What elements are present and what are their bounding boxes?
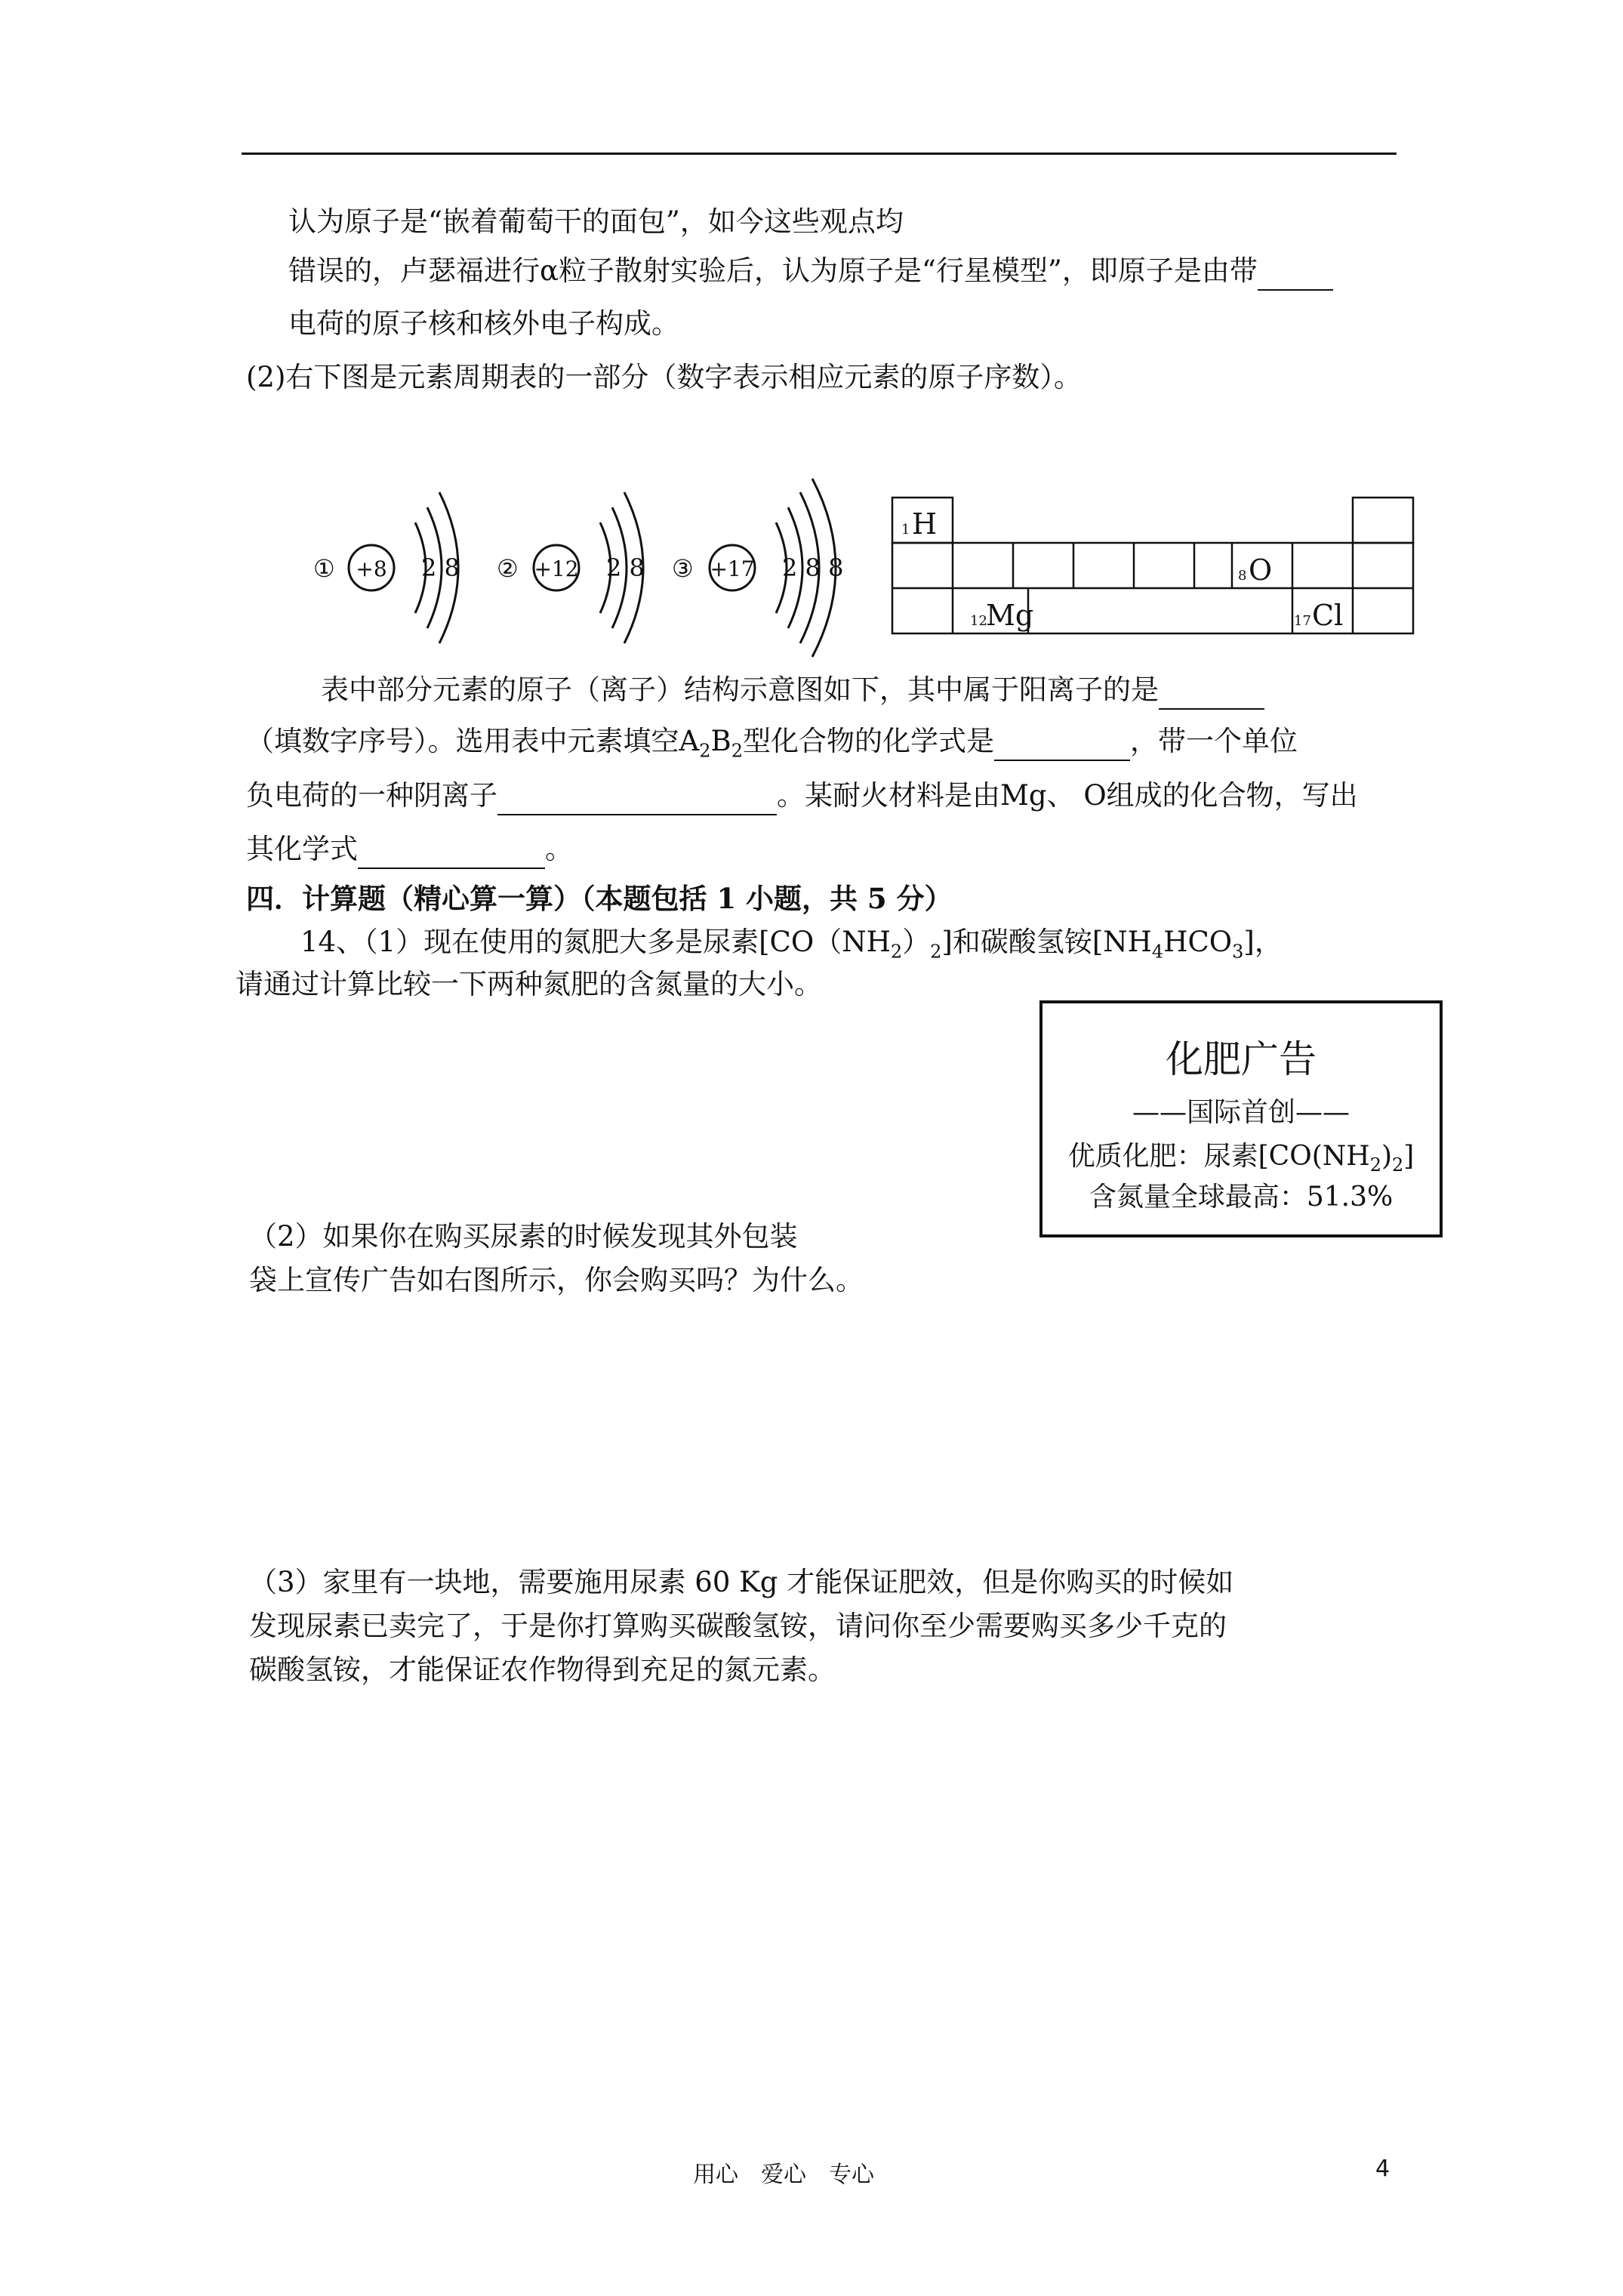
- cell-he: [1353, 498, 1413, 543]
- text-line: （3）家里有一块地，需要施用尿素 60 Kg 才能保证肥效，但是你购买的时候如: [249, 1566, 1234, 1598]
- answer-blank: [358, 839, 545, 869]
- text-line: 发现尿素已卖完了，于是你打算购买碳酸氢铵，请问你至少需要购买多少千克的: [249, 1610, 1227, 1642]
- atom-index: ①: [313, 554, 335, 583]
- answer-blank: [994, 731, 1130, 761]
- text-line: 负电荷的一种阴离子 。某耐火材料是由Mg、 O组成的化合物，写出: [246, 776, 1358, 815]
- shell-numbers: 2 8: [606, 553, 645, 582]
- text-line: 其化学式 。: [246, 830, 573, 869]
- answer-blank: [1258, 260, 1333, 291]
- element-symbol: H: [912, 507, 938, 541]
- atom-structure-diagrams: [302, 468, 876, 672]
- section-heading: 四．计算题（精心算一算）（本题包括 1 小题，共 5 分）: [246, 882, 953, 915]
- ad-product-line: 优质化肥：尿素$[CO(NH_2)_2]$: [1067, 1141, 1415, 1176]
- atom-index: ②: [497, 554, 519, 583]
- text-line: 认为原子是“嵌着葡萄干的面包”，如今这些观点均: [288, 205, 904, 238]
- text-line: 袋上宣传广告如右图所示，你会购买吗？为什么。: [249, 1264, 864, 1296]
- text-line: 14、（1）现在使用的氮肥大多是尿素$[CO(NH_2)_2]$和碳酸氢铵$[NH_4HCO_3]$，: [300, 926, 1283, 963]
- element-symbol: Cl: [1312, 599, 1344, 632]
- fertilizer-ad-box: [1039, 1000, 1443, 1237]
- ad-subtitle: ——国际首创——: [1132, 1097, 1350, 1128]
- answer-blank: [1159, 680, 1264, 710]
- text-line: 错误的，卢瑟福进行α粒子散射实验后，认为原子是“行星模型”，即原子是由带: [288, 251, 1333, 291]
- atom-index: ③: [672, 554, 694, 583]
- nucleus-charge: +17: [710, 556, 755, 581]
- question-intro: (2)右下图是元素周期表的一部分（数字表示相应元素的原子序数）。: [246, 361, 1082, 393]
- atomic-number: 8: [1238, 568, 1247, 584]
- page-number: 4: [1375, 2156, 1390, 2182]
- text-line: 请通过计算比较一下两种氮肥的含氮量的大小。: [236, 968, 822, 1000]
- element-symbol: Mg: [986, 599, 1034, 632]
- periodic-table-fragment: [891, 495, 1419, 646]
- nucleus-charge: +8: [356, 556, 387, 581]
- footer-motto: 用心 爱心 专心: [693, 2162, 874, 2188]
- answer-blank: [497, 785, 777, 815]
- element-symbol: O: [1249, 553, 1273, 587]
- text-line: （2）如果你在购买尿素的时候发现其外包装: [249, 1220, 798, 1253]
- shell-numbers: 2 8 8: [782, 553, 844, 582]
- text-line: （填数字序号）。选用表中元素填空$A_2B_2$型化合物的化学式是 ，带一个单位: [246, 725, 1298, 762]
- shell-numbers: 2 8: [421, 553, 460, 582]
- header-rule: [242, 153, 1397, 155]
- ad-claim-line: 含氮量全球最高：51.3%: [1089, 1182, 1394, 1213]
- atomic-number: 17: [1294, 613, 1311, 629]
- text-line: 电荷的原子核和核外电子构成。: [288, 307, 679, 340]
- text-line: 表中部分元素的原子（离子）结构示意图如下，其中属于阳离子的是: [321, 670, 1264, 710]
- text-line: 碳酸氢铵，才能保证农作物得到充足的氮元素。: [249, 1653, 836, 1686]
- atomic-number: 12: [970, 613, 987, 629]
- ad-title: 化肥广告: [1166, 1037, 1317, 1081]
- nucleus-charge: +12: [534, 556, 579, 581]
- atomic-number: 1: [901, 522, 910, 538]
